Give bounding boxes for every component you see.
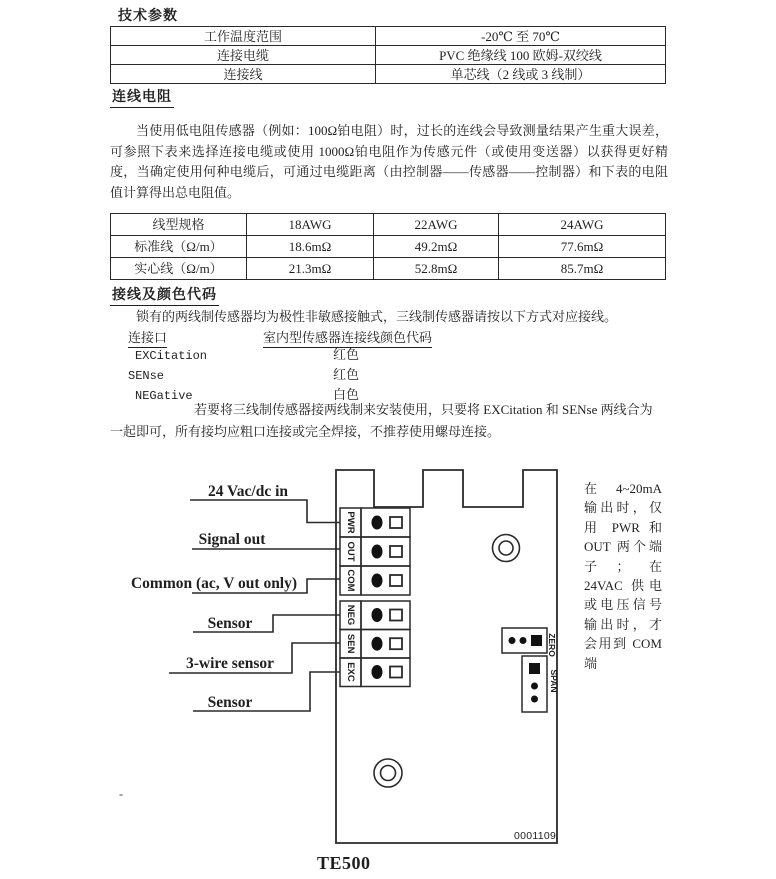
connector-name: NEGative <box>135 389 193 403</box>
table-cell: 77.6mΩ <box>499 236 666 258</box>
wiring-resistance-paragraph: 当使用低电阻传感器（例如：100Ω铂电阻）时，过长的连线会导致测量结果产生重大误差，可参照下表来选择连接电缆或使用 1000Ω铂电阻作为传感元件（或使用变送器）以获得更好精度，当确定使用何种电缆后，可通过电缆距离（由控制器——传感器——控制器）和下表的电阻值计算得出总电阻值。 <box>110 123 668 200</box>
color-code-column-header: 室内型传感器连接线颜色代码 <box>263 327 432 348</box>
table-cell: 连接线 <box>111 65 376 84</box>
side-annotation-line: 子；在 <box>584 558 662 574</box>
terminal-label-out: OUT <box>345 541 356 562</box>
section-heading-wiring-colors: 接线及颜色代码 <box>110 284 219 306</box>
table-cell: 连接电缆 <box>111 46 376 65</box>
table-header-row <box>111 214 666 236</box>
terminal-label-neg: NEG <box>345 604 356 626</box>
table-cell: 22AWG <box>374 214 499 236</box>
table-row <box>111 258 666 280</box>
table-cell: 18AWG <box>247 214 374 236</box>
span-jumper-label: SPAN <box>549 669 559 693</box>
span-jumper <box>522 656 547 712</box>
board-code: 0001109 <box>514 830 557 842</box>
section-heading-wiring-resistance: 连线电阻 <box>110 86 174 108</box>
terminal-label-pwr: PWR <box>345 511 356 534</box>
list-item <box>128 345 359 365</box>
wiring-note-line2: 一起即可，所有接均应粗口连接或完全焊接，不推荐使用螺母连接。 <box>110 424 501 439</box>
connector-name: SENse <box>128 369 165 383</box>
tech-params-table <box>110 26 666 84</box>
table-row <box>111 236 666 258</box>
wire-color: 白色 <box>333 387 360 402</box>
connector-name: EXCitation <box>135 349 208 363</box>
terminal-label-sen: SEN <box>345 633 356 654</box>
table-cell: 18.6mΩ <box>247 236 374 258</box>
side-annotation-line: OUT 两个端 <box>584 539 662 555</box>
label-signal-out: Signal out <box>198 531 266 548</box>
table-cell: 工作温度范围 <box>111 27 376 46</box>
side-annotation <box>584 479 662 673</box>
side-annotation-line: 会用到 COM <box>584 636 662 652</box>
mounting-hole-bottom <box>374 759 402 787</box>
wiring-colors-intro: 锁有的两线制传感器均为极性非敏感接触式，三线制传感器请按以下方式对应接线。 <box>136 309 618 324</box>
table-cell: 49.2mΩ <box>374 236 499 258</box>
table-row <box>111 65 666 84</box>
label-sensor-2: Sensor <box>207 694 253 711</box>
mounting-hole-top <box>493 535 520 562</box>
table-cell: 标准线（Ω/m） <box>111 236 247 258</box>
side-annotation-line: 用 PWR 和 <box>584 519 662 535</box>
side-annotation-line: 输出时，才 <box>584 616 662 632</box>
terminal-screws <box>390 517 402 678</box>
table-cell: 52.8mΩ <box>374 258 499 280</box>
table-cell: 线型规格 <box>111 214 247 236</box>
label-sensor-1: Sensor <box>207 615 253 632</box>
table-cell: PVC 绝缘线 100 欧姆-双绞线 <box>376 46 666 65</box>
label-common: Common (ac, V out only) <box>130 575 298 592</box>
wire-color: 红色 <box>333 367 360 382</box>
side-annotation-line: 或电压信号 <box>584 597 662 613</box>
stray-dash-mark: - <box>119 787 123 801</box>
list-item <box>128 365 359 385</box>
table-cell: 21.3mΩ <box>247 258 374 280</box>
side-annotation-line: 在 4~20mA <box>584 481 662 496</box>
table-cell: 实心线（Ω/m） <box>111 258 247 280</box>
wire-gauge-table <box>110 213 666 280</box>
wiring-note-line1: 若要将三线制传感器接两线制来安装使用，只要将 EXCitation 和 SENse 两线合为 <box>194 402 653 417</box>
connector-color-list <box>128 345 359 405</box>
table-row <box>111 46 666 65</box>
side-annotation-line: 输出时，仅 <box>584 500 662 516</box>
label-3wire-sensor: 3-wire sensor <box>186 655 274 672</box>
table-row <box>111 27 666 46</box>
side-annotation-line: 24VAC 供电 <box>584 577 662 593</box>
terminal-contacts <box>372 516 383 680</box>
zero-jumper <box>502 628 547 653</box>
section-heading-tech-params: 技术参数 <box>116 5 180 27</box>
terminal-label-com: COM <box>345 569 356 592</box>
side-annotation-line: 端 <box>584 655 598 671</box>
table-cell: 单芯线（2 线或 3 线制） <box>376 65 666 84</box>
table-cell: 85.7mΩ <box>499 258 666 280</box>
terminal-label-exc: EXC <box>345 662 356 682</box>
table-cell: -20℃ 至 70℃ <box>376 27 666 46</box>
model-name: TE500 <box>317 853 371 873</box>
zero-jumper-label: ZERO <box>547 633 557 657</box>
wire-power-in <box>190 500 340 523</box>
wire-color: 红色 <box>333 347 360 362</box>
label-power-in: 24 Vac/dc in <box>207 483 289 500</box>
table-cell: 24AWG <box>499 214 666 236</box>
connector-column-header: 连接口 <box>128 327 167 348</box>
